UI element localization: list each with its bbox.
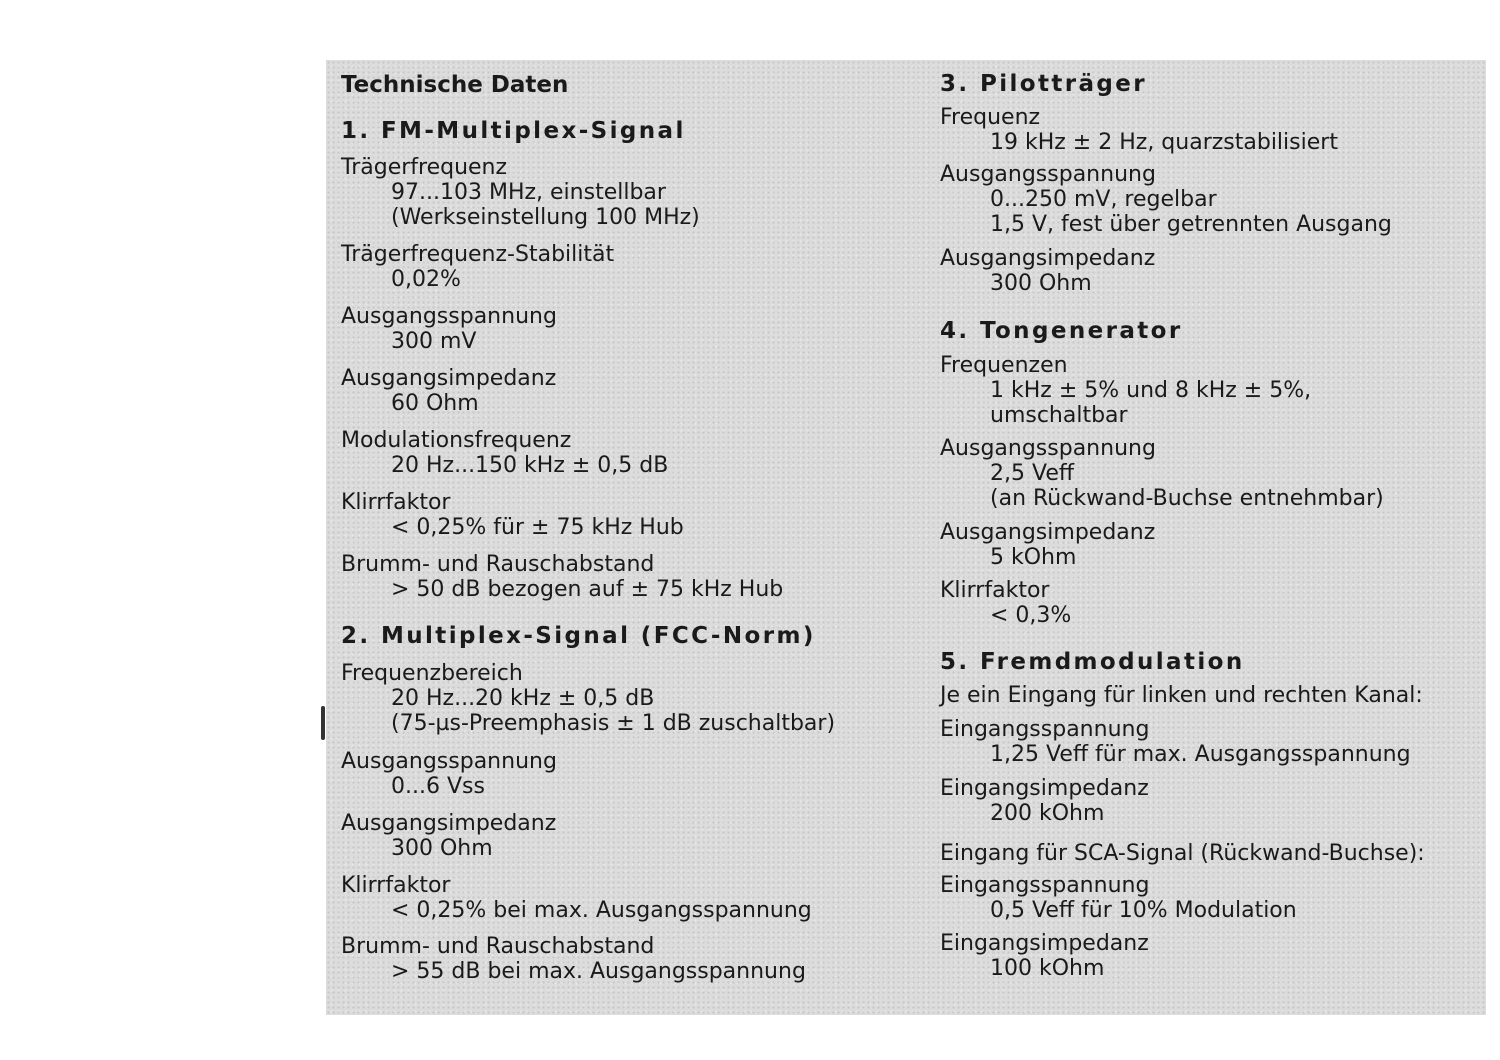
spec-eingangsimpedanz xyxy=(940,776,1149,826)
spec-klirrfaktor xyxy=(341,873,812,923)
spec-frequenzen xyxy=(940,353,1311,428)
spec-value: umschaltbar xyxy=(990,403,1128,428)
section-heading-tongenerator: 4. Tongenerator xyxy=(940,318,1183,344)
spec-modulationsfrequenz xyxy=(341,428,668,478)
spec-value: 0,5 Veff für 10% Modulation xyxy=(990,898,1297,923)
spec-value: 0...250 mV, regelbar xyxy=(990,187,1217,212)
spec-value: 1,25 Veff für max. Ausgangsspannung xyxy=(990,742,1411,767)
section-heading-fremdmodulation: 5. Fremdmodulation xyxy=(940,649,1245,675)
spec-label: Ausgangsimpedanz xyxy=(940,246,1156,271)
spec-label: Eingangsspannung xyxy=(940,717,1150,742)
spec-brumm-rauschabstand xyxy=(341,552,783,602)
spec-value: > 55 dB bei max. Ausgangsspannung xyxy=(391,959,806,984)
spec-ausgangsimpedanz xyxy=(341,366,556,416)
spec-traegerfrequenz-stabilitaet xyxy=(341,242,614,292)
note-eingang-sca: Eingang für SCA-Signal (Rückwand-Buchse): xyxy=(940,841,1425,866)
spec-value: 300 mV xyxy=(391,329,477,354)
spec-frequenz xyxy=(940,105,1338,155)
spec-value: 100 kOhm xyxy=(990,956,1105,981)
spec-ausgangsspannung xyxy=(341,304,557,354)
spec-value: 60 Ohm xyxy=(391,391,479,416)
spec-label: Ausgangsimpedanz xyxy=(940,520,1156,545)
spec-value: (75-µs-Preemphasis ± 1 dB zuschaltbar) xyxy=(391,711,836,736)
note-eingang-kanal: Je ein Eingang für linken und rechten Kanal: xyxy=(940,683,1423,708)
spec-ausgangsspannung xyxy=(341,749,557,799)
spec-value: 0...6 Vss xyxy=(391,774,485,799)
spec-label: Brumm- und Rauschabstand xyxy=(341,552,655,577)
spec-value: 1,5 V, fest über getrennten Ausgang xyxy=(990,212,1392,237)
spec-value: 300 Ohm xyxy=(391,836,493,861)
spec-eingangsspannung xyxy=(940,717,1411,767)
spec-ausgangsimpedanz xyxy=(341,811,556,861)
spec-label: Ausgangsspannung xyxy=(940,162,1156,187)
spec-label: Ausgangsspannung xyxy=(341,304,557,329)
spec-value: < 0,25% bei max. Ausgangsspannung xyxy=(391,898,812,923)
spec-label: Eingangsimpedanz xyxy=(940,931,1149,956)
spec-frequenzbereich xyxy=(341,661,835,736)
spec-value: 19 kHz ± 2 Hz, quarzstabilisiert xyxy=(990,130,1338,155)
spec-value: 20 Hz...150 kHz ± 0,5 dB xyxy=(391,453,669,478)
scan-edge-mark xyxy=(321,706,325,740)
spec-label: Klirrfaktor xyxy=(341,873,451,898)
spec-label: Frequenzen xyxy=(940,353,1068,378)
spec-label: Frequenzbereich xyxy=(341,661,523,686)
spec-label: Trägerfrequenz-Stabilität xyxy=(341,242,615,267)
spec-value: (an Rückwand-Buchse entnehmbar) xyxy=(990,486,1384,511)
spec-value: 20 Hz...20 kHz ± 0,5 dB xyxy=(391,686,655,711)
spec-label: Klirrfaktor xyxy=(341,490,451,515)
spec-label: Ausgangsspannung xyxy=(341,749,557,774)
spec-value: 1 kHz ± 5% und 8 kHz ± 5%, xyxy=(990,378,1312,403)
spec-ausgangsspannung xyxy=(940,436,1384,511)
spec-ausgangsimpedanz xyxy=(940,246,1155,296)
spec-label: Modulationsfrequenz xyxy=(341,428,572,453)
spec-value: (Werkseinstellung 100 MHz) xyxy=(391,205,700,230)
spec-brumm-rauschabstand xyxy=(341,934,806,984)
spec-label: Brumm- und Rauschabstand xyxy=(341,934,655,959)
spec-traegerfrequenz xyxy=(341,155,700,230)
spec-value: 5 kOhm xyxy=(990,545,1077,570)
spec-klirrfaktor xyxy=(341,490,684,540)
spec-label: Trägerfrequenz xyxy=(341,155,508,180)
spec-label: Eingangsspannung xyxy=(940,873,1150,898)
spec-klirrfaktor xyxy=(940,578,1071,628)
spec-ausgangsimpedanz xyxy=(940,520,1155,570)
section-heading-fm-multiplex: 1. FM-Multiplex-Signal xyxy=(341,118,686,144)
scanned-page xyxy=(326,60,1486,1015)
spec-value: > 50 dB bezogen auf ± 75 kHz Hub xyxy=(391,577,784,602)
spec-eingangsspannung xyxy=(940,873,1297,923)
spec-label: Ausgangsspannung xyxy=(940,436,1156,461)
spec-value: 97...103 MHz, einstellbar xyxy=(391,180,666,205)
spec-label: Frequenz xyxy=(940,105,1041,130)
spec-label: Eingangsimpedanz xyxy=(940,776,1149,801)
section-heading-multiplex-fcc: 2. Multiplex-Signal (FCC-Norm) xyxy=(341,623,816,649)
spec-value: 300 Ohm xyxy=(990,271,1092,296)
spec-label: Ausgangsimpedanz xyxy=(341,366,557,391)
spec-ausgangsspannung xyxy=(940,162,1392,237)
spec-label: Klirrfaktor xyxy=(940,578,1050,603)
document-title: Technische Daten xyxy=(341,72,569,98)
spec-value: 2,5 Veff xyxy=(990,461,1075,486)
spec-value: < 0,3% xyxy=(990,603,1072,628)
spec-eingangsimpedanz xyxy=(940,931,1149,981)
spec-label: Ausgangsimpedanz xyxy=(341,811,557,836)
spec-value: < 0,25% für ± 75 kHz Hub xyxy=(391,515,684,540)
section-heading-pilottraeger: 3. Pilotträger xyxy=(940,71,1148,97)
spec-value: 0,02% xyxy=(391,267,461,292)
spec-value: 200 kOhm xyxy=(990,801,1105,826)
